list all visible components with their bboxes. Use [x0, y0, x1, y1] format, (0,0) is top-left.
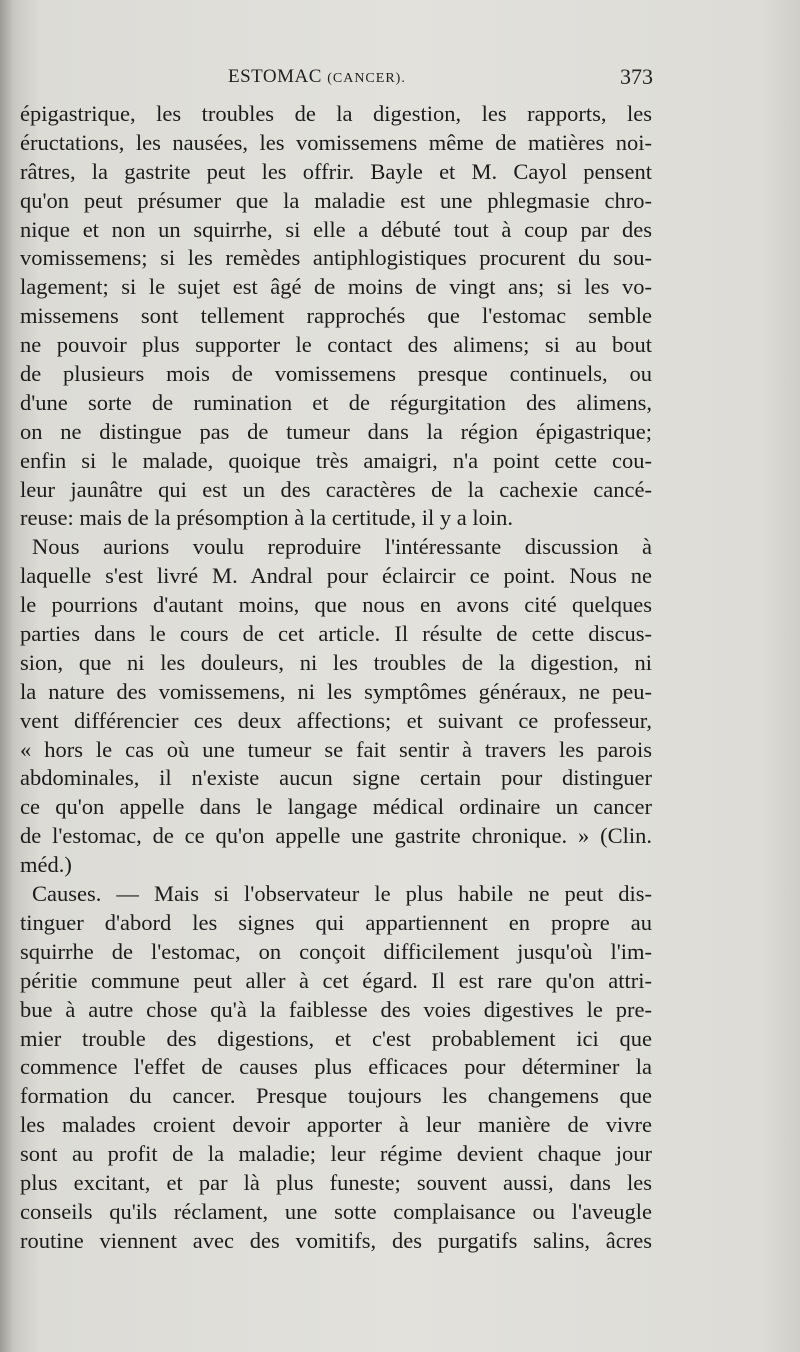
text-line: routine viennent avec des vomitifs, des purgatifs salins, âcres [20, 1227, 652, 1253]
running-head [228, 66, 406, 88]
text-line: enfin si le malade, quoique très amaigri, n'a point cette cou- [20, 447, 652, 473]
text-line: parties dans le cours de cet article. Il résulte de cette discus- [20, 621, 652, 647]
text-line: squirrhe de l'estomac, on conçoit difficilement jusqu'où l'im- [20, 938, 652, 964]
paragraph-2 [20, 533, 652, 880]
running-head-subtitle: (CANCER). [327, 71, 406, 86]
text-line: « hors le cas où une tumeur se fait sentir à travers les parois [20, 736, 652, 762]
text-line: de plusieurs mois de vomissemens presque continuels, ou [20, 361, 652, 387]
text-line: bue à autre chose qu'à la faiblesse des voies digestives le pre- [20, 996, 652, 1022]
text-line: tinguer d'abord les signes qui appartiennent en propre au [20, 909, 652, 935]
text-line: sion, que ni les douleurs, ni les troubles de la digestion, ni [20, 649, 652, 675]
text-line: sont au profit de la maladie; leur régime devient chaque jour [20, 1141, 652, 1167]
page-header [0, 66, 800, 94]
paragraph-1 [20, 100, 652, 533]
text-line: nique et non un squirrhe, si elle a débuté tout à coup par des [20, 216, 652, 242]
text-line: les malades croient devoir apporter à leur manière de vivre [20, 1112, 652, 1138]
text-line: de l'estomac, de ce qu'on appelle une gastrite chronique. » (Clin. [20, 823, 652, 849]
text-line: missemens sont tellement rapprochés que l'estomac semble [20, 303, 652, 329]
text-line: qu'on peut présumer que la maladie est une phlegmasie chro- [20, 187, 652, 213]
text-line: commence l'effet de causes plus efficaces pour déterminer la [20, 1054, 652, 1080]
text-line: formation du cancer. Presque toujours les changemens que [20, 1083, 652, 1109]
text-line: lagement; si le sujet est âgé de moins de vingt ans; si les vo- [20, 274, 652, 300]
text-line: vent différencier ces deux affections; et suivant ce professeur, [20, 707, 652, 733]
text-line: péritie commune peut aller à cet égard. Il est rare qu'on attri- [20, 967, 652, 993]
text-line: abdominales, il n'existe aucun signe certain pour distinguer [20, 765, 652, 791]
text-line: ce qu'on appelle dans le langage médical ordinaire un cancer [20, 794, 652, 820]
text-line: Nous aurions voulu reproduire l'intéressante discussion à [32, 534, 652, 560]
running-head-main: ESTOMAC [228, 66, 322, 87]
text-line: éructations, les nausées, les vomissemens même de matières noi- [20, 129, 652, 155]
paragraph-3 [20, 880, 652, 1256]
text-line: la nature des vomissemens, ni les symptômes généraux, ne peu- [20, 678, 652, 704]
text-line: vomissemens; si les remèdes antiphlogistiques procurent du sou- [20, 245, 652, 271]
text-line: reuse: mais de la présomption à la certitude, il y a loin. [20, 505, 513, 531]
text-line: leur jaunâtre qui est un des caractères de la cachexie cancé- [20, 476, 652, 502]
body-text [20, 100, 652, 1256]
text-line: le pourrions d'autant moins, que nous en avons cité quelques [20, 592, 652, 618]
text-line: râtres, la gastrite peut les offrir. Bayle et M. Cayol pensent [20, 158, 652, 184]
text-line: conseils qu'ils réclament, une sotte complaisance ou l'aveugle [20, 1198, 652, 1224]
text-line: Causes. — Mais si l'observateur le plus habile ne peut dis- [32, 881, 652, 907]
page-number: 373 [620, 64, 653, 89]
text-line: d'une sorte de rumination et de régurgitation des alimens, [20, 389, 652, 415]
text-line: on ne distingue pas de tumeur dans la région épigastrique; [20, 418, 652, 444]
text-line: plus excitant, et par là plus funeste; souvent aussi, dans les [20, 1169, 652, 1195]
text-line: laquelle s'est livré M. Andral pour éclaircir ce point. Nous ne [20, 563, 652, 589]
text-line: épigastrique, les troubles de la digestion, les rapports, les [20, 101, 652, 126]
text-line: mier trouble des digestions, et c'est probablement ici que [20, 1025, 652, 1051]
text-line: méd.) [20, 852, 72, 878]
text-line: ne pouvoir plus supporter le contact des alimens; si au bout [20, 332, 652, 358]
